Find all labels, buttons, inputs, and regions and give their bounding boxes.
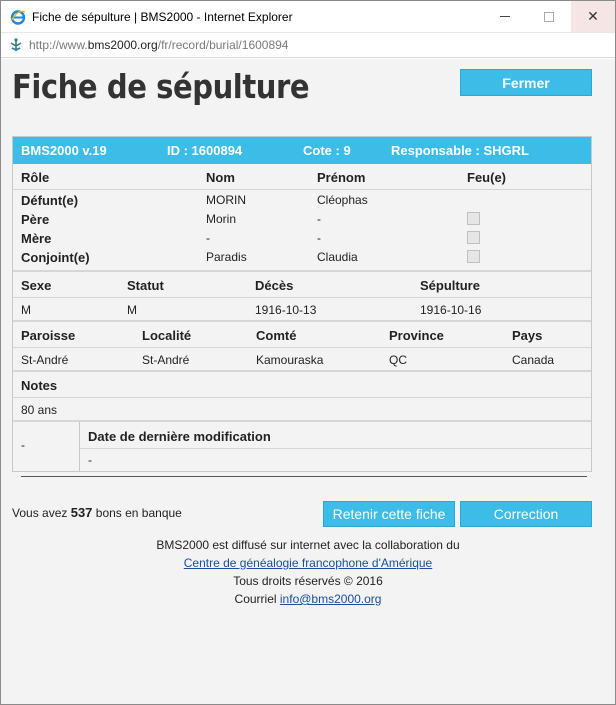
location-section [13, 322, 591, 372]
bank-balance [12, 505, 182, 520]
record-cote: Cote : 9 [303, 143, 351, 158]
modification-header-row [80, 422, 591, 449]
minimize-icon [500, 16, 510, 17]
col-header-pays: Pays [512, 328, 543, 343]
internet-explorer-icon [10, 9, 26, 25]
close-icon: ✕ [587, 8, 599, 24]
maximize-button[interactable] [527, 1, 571, 32]
value-sepulture: 1916-10-16 [420, 303, 482, 317]
page-title: Fiche de sépulture [12, 67, 310, 106]
feu-checkbox-conjoint[interactable] [467, 250, 480, 263]
col-header-prenom: Prénom [317, 170, 366, 185]
person-role: Défunt(e) [21, 193, 79, 208]
url-path: /fr/record/burial/1600894 [157, 38, 289, 52]
value-deces: 1916-10-13 [255, 303, 317, 317]
footer-line-email [1, 590, 615, 608]
person-nom: Paradis [206, 250, 247, 264]
col-header-localite: Localité [142, 328, 192, 343]
location-header-row [13, 322, 591, 348]
col-header-sepulture: Sépulture [420, 278, 480, 293]
modification-left-cell [13, 422, 80, 471]
person-role: Conjoint(e) [21, 250, 90, 265]
person-prenom: Claudia [317, 250, 358, 264]
col-header-feu: Feu(e) [467, 170, 506, 185]
col-header-statut: Statut [127, 278, 164, 293]
value-province: QC [389, 353, 407, 367]
courriel-label: Courriel [234, 592, 277, 606]
value-pays: Canada [512, 353, 555, 367]
correction-button[interactable]: Correction [460, 501, 592, 527]
person-role: Père [21, 212, 50, 227]
person-nom: MORIN [206, 193, 246, 207]
footer [1, 536, 615, 608]
burial-record [12, 136, 592, 472]
person-nom: Morin [206, 212, 237, 226]
close-window-button[interactable] [571, 1, 615, 32]
notes-value: 80 ans [21, 403, 58, 417]
retenir-fiche-button[interactable]: Retenir cette fiche [323, 501, 455, 527]
notes-section [13, 372, 591, 422]
col-header-paroisse: Paroisse [21, 328, 76, 343]
person-role: Mère [21, 231, 52, 246]
title-bar [1, 1, 615, 32]
footer-link-centre[interactable]: Centre de généalogie francophone d'Amérique [183, 556, 433, 570]
feu-checkbox-pere[interactable] [467, 212, 480, 225]
url-prefix: http://www. [29, 38, 88, 52]
value-paroisse: St-André [21, 353, 69, 367]
bank-count: 537 [70, 505, 93, 520]
person-prenom: Cléophas [317, 193, 368, 207]
bank-suffix: bons en banque [95, 506, 182, 520]
address-url[interactable] [29, 38, 288, 52]
footer-email-link[interactable]: info@bms2000.org [279, 592, 382, 606]
fermer-button[interactable]: Fermer [460, 69, 592, 96]
maximize-icon [544, 12, 554, 22]
window-title: Fiche de sépulture | BMS2000 - Internet Explorer [32, 9, 293, 24]
modification-date-value: - [88, 453, 92, 467]
modification-left-value: - [21, 438, 25, 452]
url-domain: bms2000.org [87, 38, 158, 52]
person-row-pere [13, 209, 591, 228]
col-header-nom: Nom [206, 170, 235, 185]
window-controls [483, 1, 615, 32]
col-header-comte: Comté [256, 328, 297, 343]
address-bar[interactable] [1, 32, 615, 58]
value-comte: Kamouraska [256, 353, 324, 367]
modification-section [13, 422, 591, 471]
bank-prefix: Vous avez [12, 506, 68, 520]
notes-header: Notes [21, 378, 58, 393]
details-value-row [13, 298, 591, 317]
record-version: BMS2000 v.19 [21, 143, 107, 158]
person-row-mere [13, 228, 591, 247]
value-localite: St-André [142, 353, 190, 367]
col-header-deces: Décès [255, 278, 294, 293]
location-value-row [13, 348, 591, 367]
col-header-province: Province [389, 328, 444, 343]
people-section [13, 164, 591, 272]
modification-header: Date de dernière modification [88, 429, 271, 444]
value-statut: M [127, 303, 137, 317]
footer-line-collaboration: BMS2000 est diffusé sur internet avec la collaboration du [156, 538, 460, 552]
record-header [13, 137, 591, 164]
page-content [1, 59, 615, 704]
record-responsable: Responsable : SHGRL [391, 143, 529, 158]
people-header-row [13, 164, 591, 190]
person-nom: - [206, 231, 210, 245]
notes-value-row [13, 398, 591, 417]
details-section [13, 272, 591, 322]
section-divider [21, 476, 587, 477]
person-row-defunt [13, 190, 591, 209]
person-prenom: - [317, 212, 321, 226]
notes-header-row [13, 372, 591, 398]
person-row-conjoint [13, 247, 591, 266]
site-favicon-icon [8, 37, 24, 53]
value-sexe: M [21, 303, 31, 317]
person-prenom: - [317, 231, 321, 245]
col-header-sexe: Sexe [21, 278, 52, 293]
details-header-row [13, 272, 591, 298]
minimize-button[interactable] [483, 1, 527, 32]
col-header-role: Rôle [21, 170, 50, 185]
feu-checkbox-mere[interactable] [467, 231, 480, 244]
record-id: ID : 1600894 [167, 143, 243, 158]
footer-line-copyright: Tous droits réservés © 2016 [233, 574, 383, 588]
